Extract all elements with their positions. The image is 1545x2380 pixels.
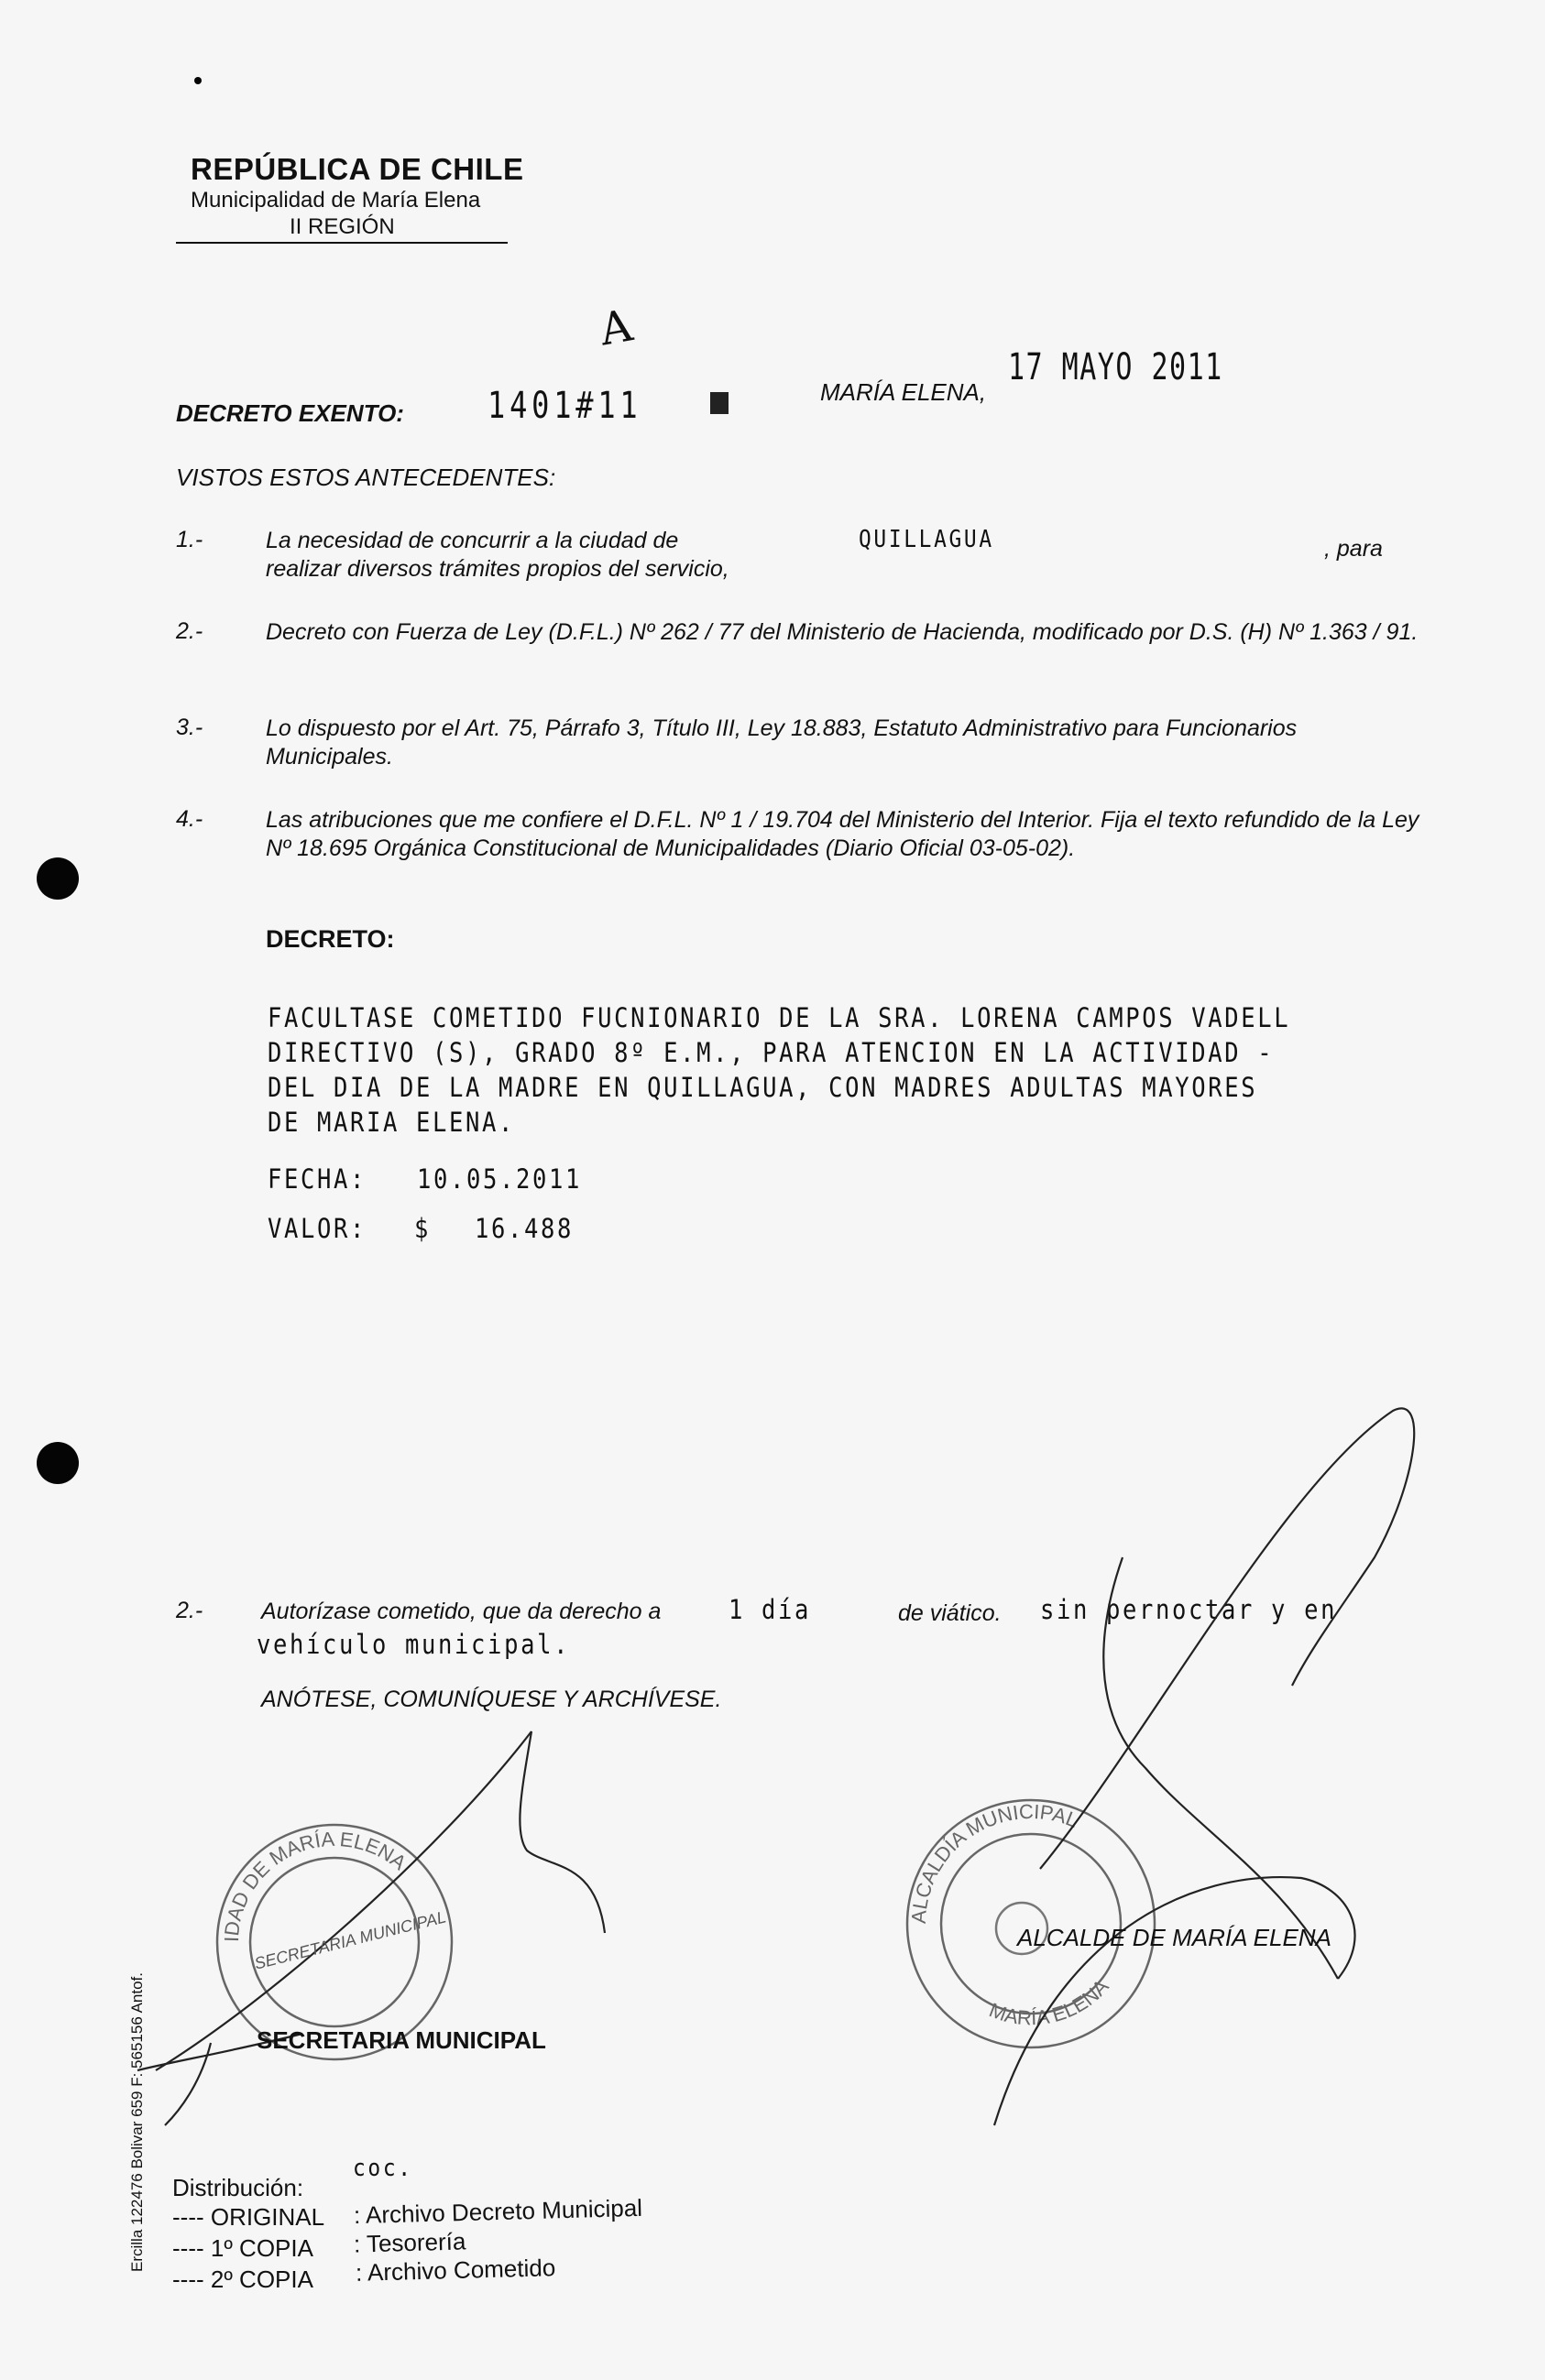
alcalde-signature-label: ALCALDE DE MARÍA ELENA [1017, 1924, 1331, 1951]
seal-right-bottom-text: MARÍA ELENA [986, 1974, 1113, 2030]
distribution-dest: : Archivo Decreto Municipal [353, 2193, 643, 2230]
auth-text-prefix: Autorízase cometido, que da derecho a [261, 1599, 662, 1624]
decreto-heading: DECRETO: [266, 925, 395, 953]
printer-note: Ercilla 122476 Bolivar 659 F: 565156 Antof. [128, 1972, 146, 2272]
decree-label: DECRETO EXENTO: [176, 399, 404, 427]
punch-hole [37, 857, 79, 900]
distribution-copy: ---- ORIGINAL [172, 2203, 325, 2231]
distribution-copy: ---- 2º COPIA [172, 2265, 313, 2293]
distribution-copy: ---- 1º COPIA [172, 2234, 313, 2262]
typed-line-2: DIRECTIVO (S), GRADO 8º E.M., PARA ATENCION EN LA ACTIVIDAD - [268, 1037, 1275, 1068]
valor-label: VALOR: [268, 1213, 367, 1244]
punch-hole [37, 1442, 79, 1484]
typed-line-3: DEL DIA DE LA MADRE EN QUILLAGUA, CON MADRES ADULTAS MAYORES [268, 1072, 1258, 1103]
fecha-value: 10.05.2011 [417, 1163, 583, 1195]
item-number: 3.- [176, 715, 203, 740]
destination-typed: QUILLAGUA [859, 526, 994, 553]
date-stamp: 17 MAYO 2011 [1008, 346, 1223, 388]
auth-typed-line2: vehículo municipal. [257, 1629, 571, 1660]
distribution-dest: : Tesorería [353, 2227, 466, 2258]
item-2-text: Decreto con Fuerza de Ley (D.F.L.) Nº 262 / 77 del Ministerio de Hacienda, modificado por D.S. (H) Nº 1.363 / 91. [266, 619, 1419, 645]
vistos-heading: VISTOS ESTOS ANTECEDENTES: [176, 464, 556, 491]
typed-line-4: DE MARIA ELENA. [268, 1107, 516, 1138]
handwritten-mark: A [596, 300, 637, 356]
item-1-suffix: , para [1324, 536, 1383, 562]
auth-number: 2.- [176, 1598, 203, 1623]
fecha-label: FECHA: [268, 1163, 367, 1195]
auth-days: 1 día [729, 1594, 812, 1625]
auth-typed-suffix: sin pernoctar y en [1040, 1594, 1338, 1625]
region-label: II REGIÓN [290, 214, 395, 239]
item-number: 1.- [176, 527, 203, 552]
decree-number: 1401#11 [488, 385, 642, 427]
seal-left-outer-text: IDAD DE MARÍA ELENA [219, 1827, 411, 1943]
seal-left-inner-text: SECRETARIA MUNICIPAL [252, 1907, 448, 1973]
auth-text-mid: de viático. [898, 1600, 1002, 1626]
secretaria-signature-label: SECRETARIA MUNICIPAL [257, 2026, 546, 2054]
distribution-initials: coc. [353, 2155, 413, 2182]
item-3-text: Lo dispuesto por el Art. 75, Párrafo 3, Título III, Ley 18.883, Estatuto Administrativo para Funcionarios Municipales. [266, 715, 1298, 770]
closing-formula: ANÓTESE, COMUNÍQUESE Y ARCHÍVESE. [261, 1687, 722, 1712]
typed-line-1: FACULTASE COMETIDO FUCNIONARIO DE LA SRA. LORENA CAMPOS VADELL [268, 1002, 1291, 1033]
municipality-name: Municipalidad de María Elena [191, 188, 481, 213]
country-heading: REPÚBLICA DE CHILE [191, 152, 524, 186]
place-label: MARÍA ELENA, [820, 378, 987, 406]
item-1-line1: La necesidad de concurrir a la ciudad de [266, 528, 679, 553]
speck [194, 77, 202, 84]
item-4-text: Las atribuciones que me confiere el D.F.L. Nº 1 / 19.704 del Ministerio del Interior. Fija el texto refundido de la Ley Nº 18.695 Orgánica Constitucional de Municipalidades (Diario Oficial 03-05-02). [266, 807, 1419, 861]
distribution-heading: Distribución: [172, 2174, 304, 2201]
item-number: 2.- [176, 618, 203, 644]
item-1-line2: realizar diversos trámites propios del servicio, [266, 556, 729, 582]
item-number: 4.- [176, 806, 203, 832]
valor-value: 16.488 [475, 1213, 575, 1244]
distribution-dest: : Archivo Cometido [355, 2254, 556, 2287]
valor-currency: $ [414, 1213, 432, 1244]
seal-right-outer-text: ALCALDÍA MUNICIPAL [906, 1799, 1082, 1925]
